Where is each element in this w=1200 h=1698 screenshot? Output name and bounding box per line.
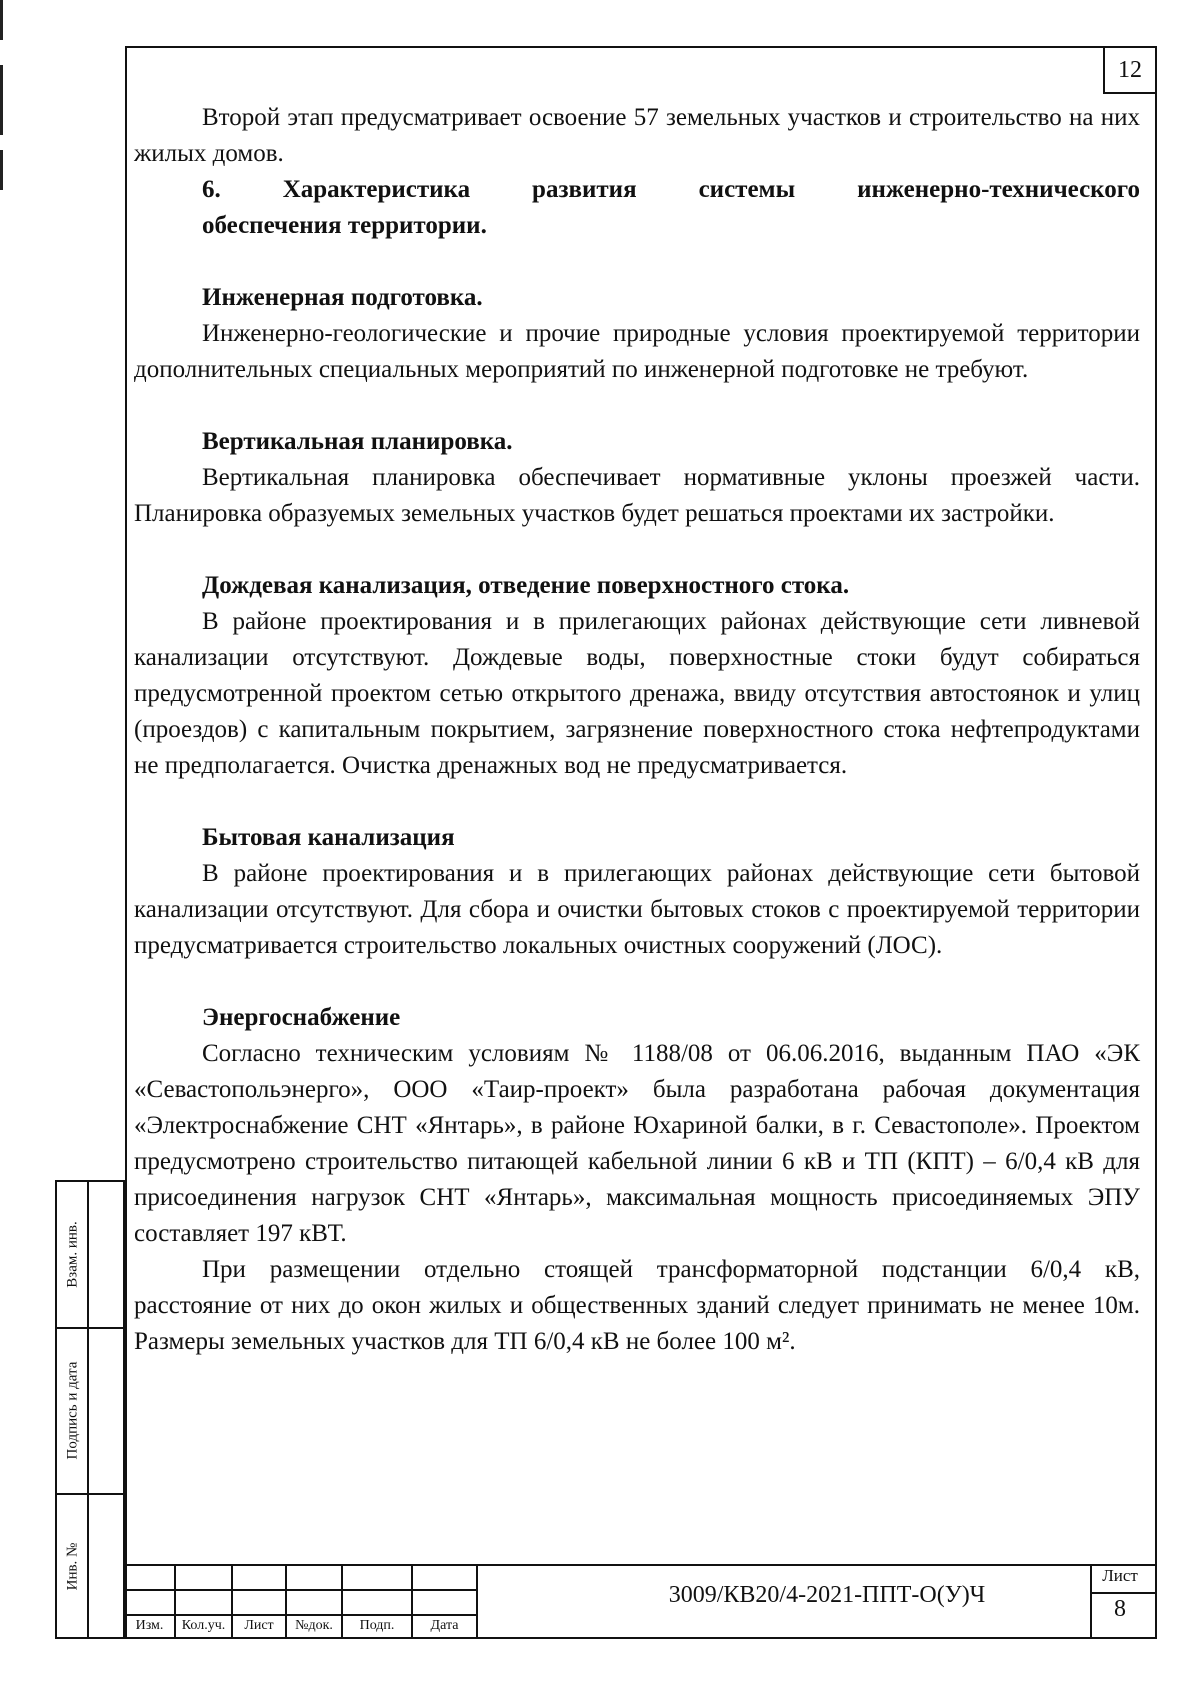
col-ndok: №док. xyxy=(295,1618,333,1633)
page-number: 12 xyxy=(1103,48,1155,94)
heading-engineering-prep: Инженерная подготовка. xyxy=(202,284,483,311)
paragraph-stage-two: Второй этап предусматривает освоение 57 земельных участков и строительство на них жилых домов. xyxy=(134,104,1140,167)
paragraph-vertical-planning: Вертикальная планировка обеспечивает нормативные уклоны проезжей части. Планировка образуемых земельных участков будет решаться проектами их застройки. xyxy=(134,464,1140,527)
section-heading-6: 6. Характеристика развития системы инженерно-технического xyxy=(202,176,1140,203)
scan-edge-mark xyxy=(0,0,3,40)
col-koluch: Кол.уч. xyxy=(181,1618,226,1633)
heading-storm-drainage: Дождевая канализация, отведение поверхностного стока. xyxy=(202,572,850,599)
document-body xyxy=(134,100,1140,1360)
title-block xyxy=(125,1564,1157,1639)
paragraph-engineering-prep: Инженерно-геологические и прочие природные условия проектируемой территории дополнительных специальных мероприятий по инженерной подготовке не требуют. xyxy=(134,320,1140,383)
sheet-number: 8 xyxy=(1114,1596,1126,1622)
col-podp: Подп. xyxy=(359,1618,395,1633)
side-stamp-podpis: Подпись и дата xyxy=(64,1361,81,1459)
col-izm: Изм. xyxy=(135,1618,164,1633)
side-stamp-vzam: Взам. инв. xyxy=(64,1221,81,1288)
sheet-label: Лист xyxy=(1102,1566,1138,1585)
scan-edge-mark xyxy=(0,65,3,135)
heading-household-sewer: Бытовая канализация xyxy=(202,824,455,851)
heading-energy-supply: Энергоснабжение xyxy=(202,1004,401,1031)
heading-vertical-planning: Вертикальная планировка. xyxy=(202,428,513,455)
document-code: 3009/КВ20/4-2021-ППТ-О(У)Ч xyxy=(668,1582,986,1608)
paragraph-storm-drainage: В районе проектирования и в прилегающих районах действующие сети ливневой канализации отсутствуют. Дождевые воды, поверхностные стоки будут собираться предусмотренной проектом сетью открытого дренажа, ввиду отсутствия автостоянок и улиц (проездов) с капитальным покрытием, загрязнение поверхностного стока нефтепродуктами не предполагается. Очистка дренажных вод не предусматривается. xyxy=(134,608,1140,779)
scan-edge-mark xyxy=(0,150,3,190)
col-data: Дата xyxy=(430,1618,459,1633)
section-heading-6-cont: обеспечения территории. xyxy=(202,212,487,239)
paragraph-household-sewer: В районе проектирования и в прилегающих районах действующие сети бытовой канализации отсутствуют. Для сбора и очистки бытовых стоков с проектируемой территории предусматривается строительство локальных очистных сооружений (ЛОС). xyxy=(134,860,1140,959)
col-list: Лист xyxy=(244,1618,274,1633)
side-stamp xyxy=(55,1180,125,1639)
paragraph-energy-supply-2: При размещении отдельно стоящей трансформаторной подстанции 6/0,4 кВ, расстояние от них до окон жилых и общественных зданий следует принимать не менее 10м. Размеры земельных участков для ТП 6/0,4 кВ не более 100 м². xyxy=(134,1256,1140,1355)
paragraph-energy-supply-1: Согласно техническим условиям № 1188/08 от 06.06.2016, выданным ПАО «ЭК «Севастопольэнерго», ООО «Таир-проект» была разработана рабочая документация «Электроснабжение СНТ «Янтарь», в районе Юхариной балки, в г. Севастополе». Проектом предусмотрено строительство питающей кабельной линии 6 кВ и ТП (КПТ) – 6/0,4 кВ для присоединения нагрузок СНТ «Янтарь», максимальная мощность присоединяемых ЭПУ составляет 197 кВТ. xyxy=(134,1040,1140,1247)
side-stamp-inv: Инв. № xyxy=(64,1542,81,1590)
